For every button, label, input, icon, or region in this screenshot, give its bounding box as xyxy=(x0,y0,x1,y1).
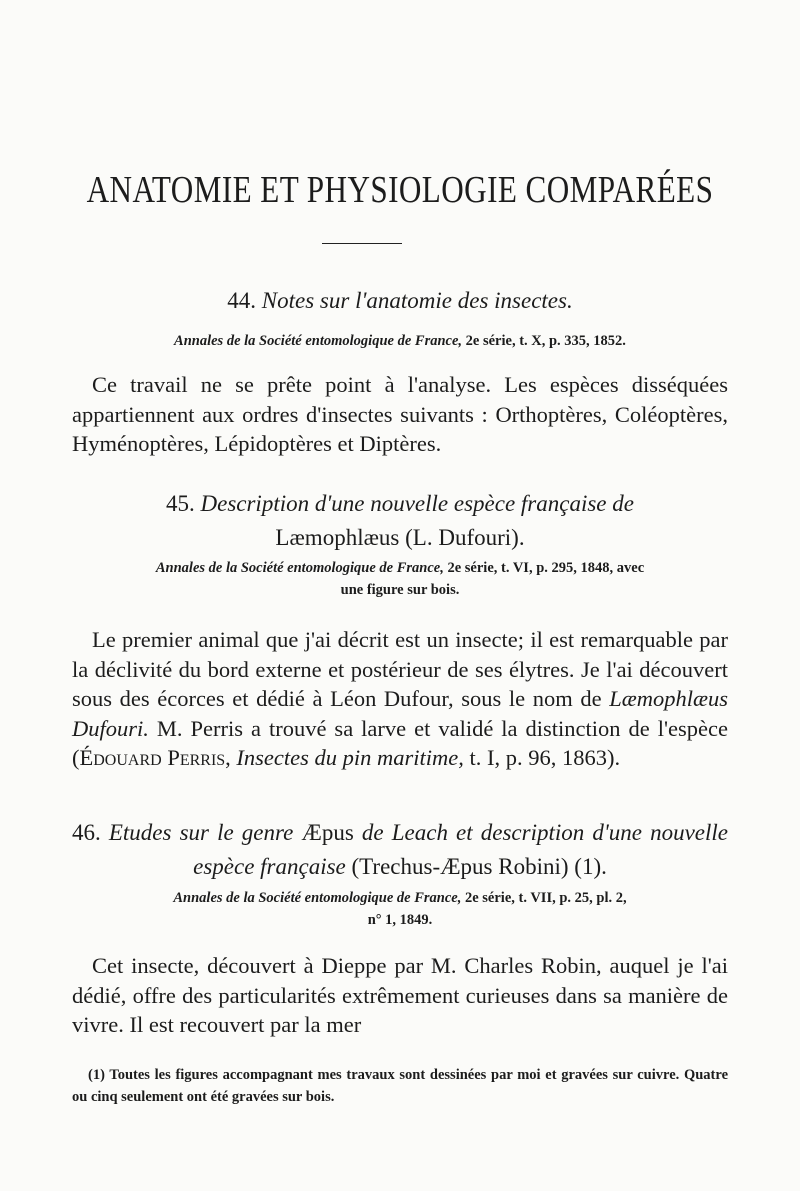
ref-details-line2: n° 1, 1849. xyxy=(367,912,433,928)
ref-journal: Annales de la Société entomologique de France, xyxy=(155,560,444,576)
ref-details: 2e série, t. VI, p. 295, 1848, avec xyxy=(447,560,645,576)
para-text: Le premier animal que j'ai décrit est un insecte; il est remarquable par la déclivité du bord externe et postérieur de ses élytres. Je l'ai découvert sous des écorces et dédié à Léon Dufour, sous le nom de xyxy=(72,627,728,711)
entry-45-heading xyxy=(72,487,728,555)
entry-46-reference xyxy=(72,887,728,931)
ref-journal: Annales de la Société entomologique de France, xyxy=(173,890,462,906)
ref-journal: Annales de la Société entomologique de France, xyxy=(174,333,463,349)
ref-details-line2: une figure sur bois. xyxy=(340,582,460,598)
entry-title-italic: Etudes sur le genre xyxy=(108,820,294,845)
entry-title: Notes sur l'anatomie des insectes. xyxy=(261,288,573,313)
entry-44-heading xyxy=(72,284,728,318)
page-title: ANATOMIE ET PHYSIOLOGIE COMPARÉES xyxy=(86,169,714,211)
para-text: M. Perris a trouvé sa larve et validé la distinction de l'espèce ( xyxy=(72,715,729,770)
entry-title-plain: Læmophlæus (L. Dufouri). xyxy=(275,525,525,550)
para-author: Édouard Perris, xyxy=(79,745,231,770)
entry-title-italic: Description d'une nouvelle espèce française de xyxy=(200,491,634,516)
entry-title-plain: (Trechus-Æpus Robini) (1). xyxy=(351,854,607,879)
footnote: (1) Toutes les figures accompagnant mes travaux sont dessinées par moi et gravées sur cuivre. Quatre ou cinq seulement ont été gravées sur bois. xyxy=(72,1067,728,1105)
entry-46-heading xyxy=(72,816,728,884)
entry-title-italic: de Leach et description d'une nouvelle espèce française xyxy=(193,820,728,879)
entry-number: 45. xyxy=(166,491,195,516)
para-italic-species: Læmophlæus Dufouri. xyxy=(72,686,729,741)
entry-44-paragraph: Ce travail ne se prête point à l'analyse. Les espèces disséquées appartiennent aux ordres d'insectes suivants : Orthoptères, Coléoptères, Hyménoptères, Lépidoptères et Diptères. xyxy=(72,372,728,456)
para-italic-book: Insectes du pin maritime, xyxy=(236,745,464,770)
entry-45-paragraph xyxy=(72,625,728,773)
entry-number: 44. xyxy=(227,288,257,313)
entry-46-paragraph: Cet insecte, découvert à Dieppe par M. Charles Robin, auquel je l'ai dédié, offre des particularités extrêmement curieuses dans sa manière de vivre. Il est recouvert par la mer xyxy=(72,953,728,1037)
entry-title-plain: Æpus xyxy=(301,820,354,845)
entry-number: 46. xyxy=(72,820,101,845)
entry-45-reference xyxy=(72,557,728,601)
entry-44-reference xyxy=(72,330,728,352)
ref-details: 2e série, t. X, p. 335, 1852. xyxy=(465,333,626,349)
ref-details: 2e série, t. VII, p. 25, pl. 2, xyxy=(464,890,627,906)
title-rule xyxy=(322,243,402,244)
para-text: t. I, p. 96, 1863). xyxy=(469,745,621,770)
